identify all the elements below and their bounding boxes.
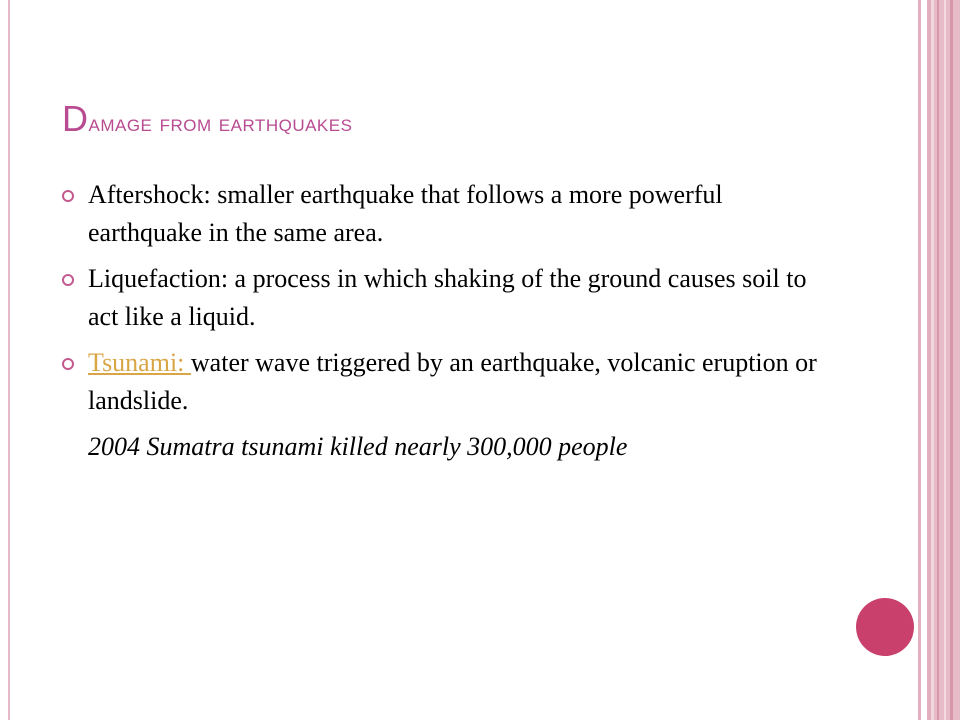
sumatra-note: 2004 Sumatra tsunami killed nearly 300,000 people [88, 432, 628, 461]
bullet-item-tsunami [62, 344, 822, 420]
tsunami-link[interactable]: Tsunami: [88, 348, 191, 377]
left-border-line [8, 0, 10, 720]
ring-bullet-icon [62, 274, 74, 286]
decorative-circle [856, 598, 914, 656]
title-initial: D [62, 98, 89, 139]
right-stripe [937, 0, 939, 720]
ring-bullet-icon [62, 358, 74, 370]
slide-body [62, 176, 822, 466]
right-stripe [944, 0, 946, 720]
title-rest: amage from earthquakes [88, 110, 353, 137]
right-stripe [950, 0, 953, 720]
slide-title [62, 98, 352, 140]
bullet-text: water wave triggered by an earthquake, volcanic eruption or landslide. [88, 348, 817, 415]
bullet-item-aftershock [62, 176, 822, 252]
bullet-item-liquefaction [62, 260, 822, 336]
bullet-text: Liquefaction: a process in which shaking of the ground causes soil to act like a liquid. [88, 264, 807, 331]
bullet-text: Aftershock: smaller earthquake that follows a more powerful earthquake in the same area. [88, 180, 723, 247]
ring-bullet-icon [62, 190, 74, 202]
